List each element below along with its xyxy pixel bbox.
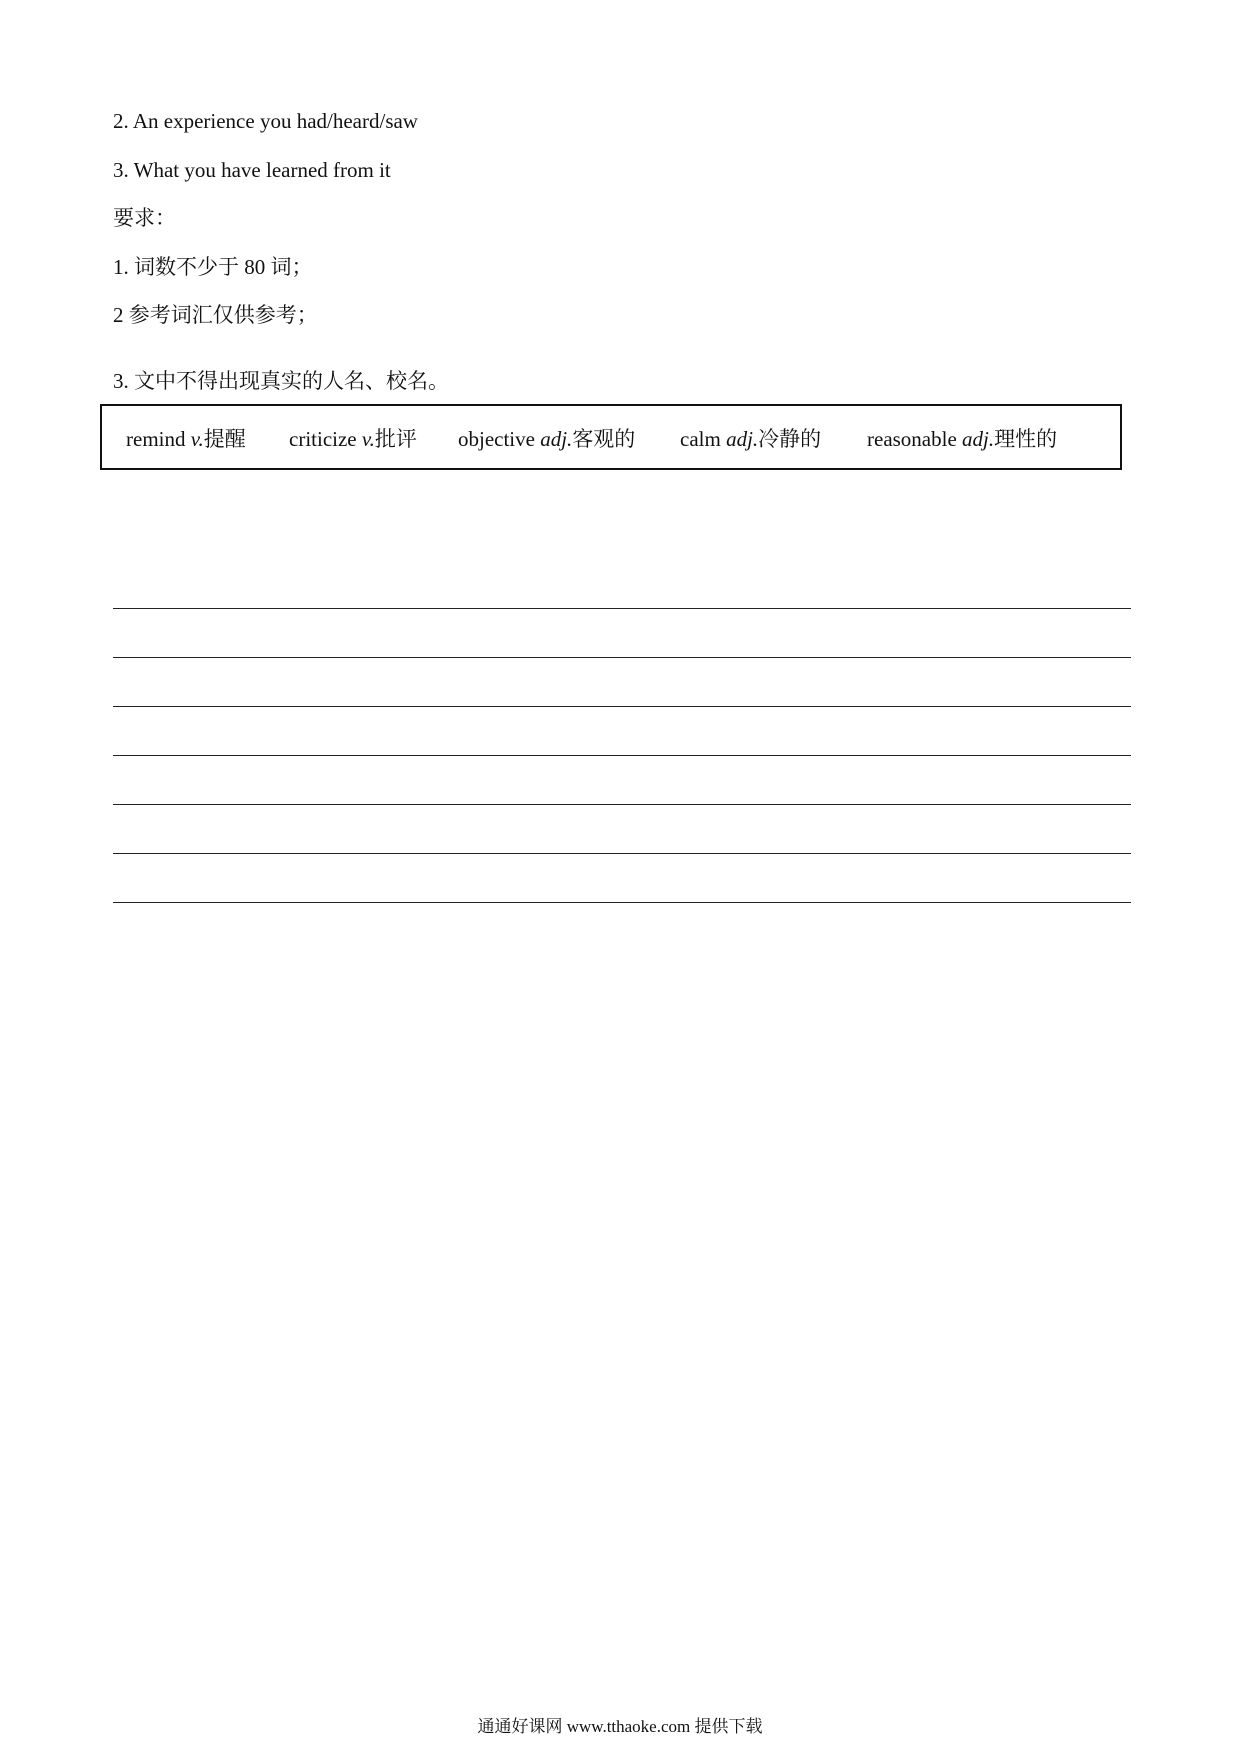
vocab-item-calm <box>680 426 821 452</box>
writing-line[interactable] <box>113 853 1131 854</box>
writing-line[interactable] <box>113 804 1131 805</box>
vocab-item-remind <box>126 426 246 452</box>
vocab-word: criticize <box>289 427 362 451</box>
vocab-pos: adj. <box>540 427 573 451</box>
prompt-point-2: 2. An experience you had/heard/saw <box>113 109 418 133</box>
vocab-item-criticize <box>289 426 417 452</box>
vocab-pos: v. <box>361 427 375 451</box>
vocab-pos: adj. <box>962 427 995 451</box>
writing-line[interactable] <box>113 657 1131 658</box>
vocab-word: calm <box>680 427 727 451</box>
writing-line[interactable] <box>113 902 1131 903</box>
page-footer: 通通好课网 www.tthaoke.com 提供下载 <box>477 1717 763 1736</box>
requirement-2: 2 参考词汇仅供参考； <box>113 303 318 327</box>
vocab-meaning: 提醒 <box>203 427 246 451</box>
vocab-word: objective <box>458 427 541 451</box>
requirement-1: 1. 词数不少于 80 词； <box>113 255 313 279</box>
writing-line[interactable] <box>113 706 1131 707</box>
requirement-3: 3. 文中不得出现真实的人名、校名。 <box>113 369 449 393</box>
writing-line[interactable] <box>113 608 1131 609</box>
vocab-item-reasonable <box>867 426 1057 452</box>
vocab-pos: adj. <box>726 427 759 451</box>
vocab-meaning: 冷静的 <box>758 427 822 451</box>
vocab-meaning: 批评 <box>374 427 417 451</box>
vocab-word: remind <box>126 427 191 451</box>
requirements-heading: 要求： <box>113 206 176 230</box>
vocab-meaning: 理性的 <box>994 427 1058 451</box>
vocab-pos: v. <box>190 427 204 451</box>
writing-line[interactable] <box>113 755 1131 756</box>
prompt-point-3: 3. What you have learned from it <box>113 158 391 182</box>
vocab-meaning: 客观的 <box>572 427 636 451</box>
reference-vocabulary-box <box>100 404 1122 470</box>
vocab-item-objective <box>458 426 635 452</box>
vocab-word: reasonable <box>867 427 963 451</box>
